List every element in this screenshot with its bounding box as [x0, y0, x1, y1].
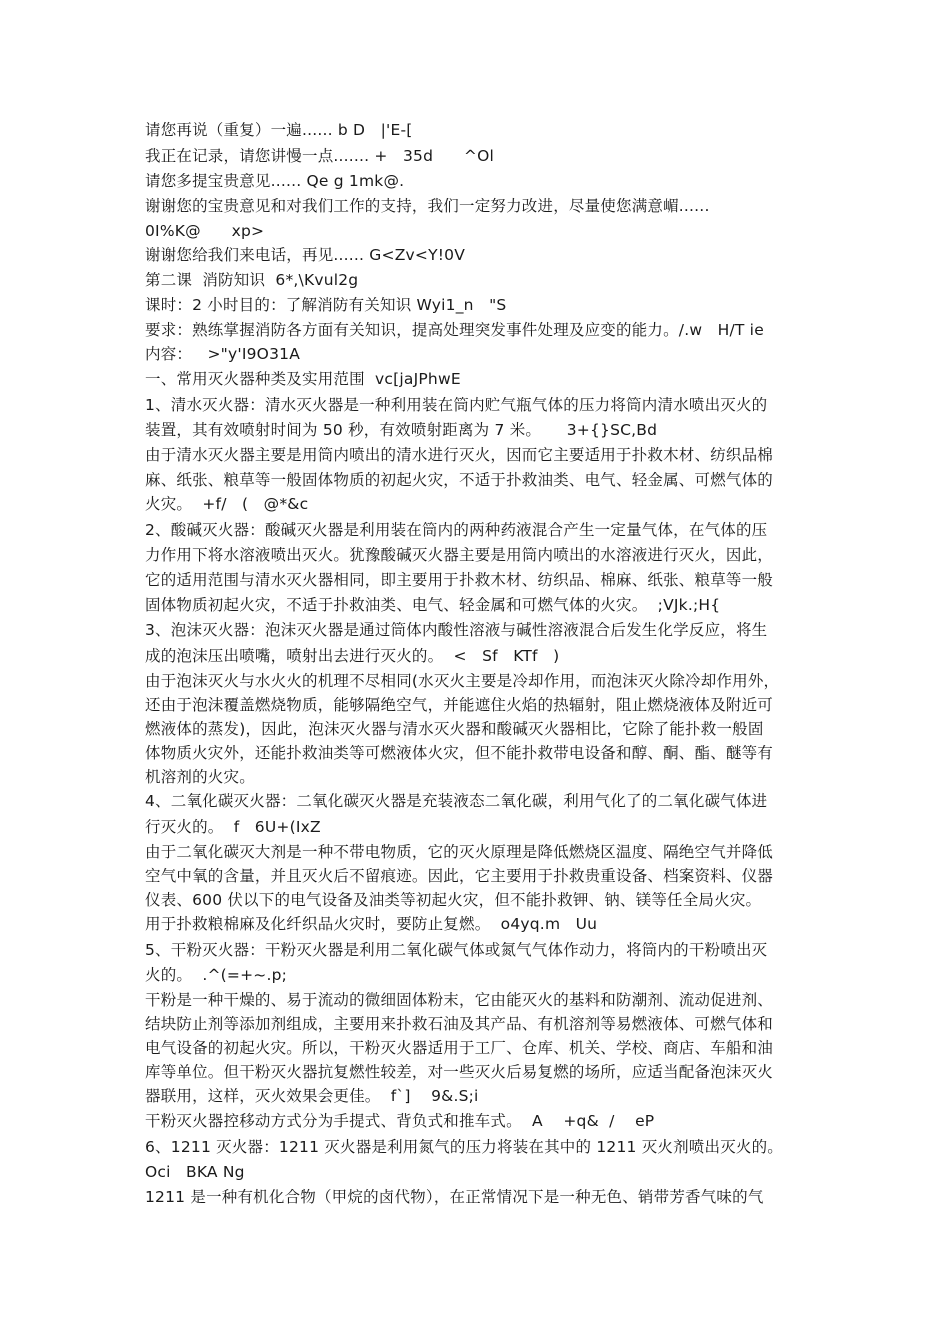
text-line: 电气设备的初起火灾。所以，干粉灭火器适用于工厂、仓库、机关、学校、商店、车船和油	[145, 1039, 774, 1057]
text-line: 谢谢您给我们来电话，再见...... G<Zv<Y!0V	[145, 246, 466, 264]
text-line: Oci BKA Ng	[145, 1163, 245, 1181]
text-line: 还由于泡沫覆盖燃烧物质，能够隔绝空气，并能遮住火焰的热辐射，阻止燃烧液体及附近可	[145, 696, 774, 714]
text-line: 机溶剂的火灾。	[145, 768, 255, 786]
text-line: 库等单位。但干粉灭火器抗复燃性较差，对一些灭火后易复燃的场所，应适当配备泡沫灭火	[145, 1063, 774, 1081]
text-line: 1211 是一种有机化合物（甲烷的卤代物），在正常情况下是一种无色、销带芳香气味的气	[145, 1188, 764, 1206]
text-line: 干粉灭火器控移动方式分为手提式、背负式和推车式。 A +q& / eP	[145, 1112, 655, 1130]
text-line: 内容： >"y'I9O31A	[145, 345, 300, 363]
text-line: 我正在记录，请您讲慢一点....... + 35d ^Ol	[145, 147, 495, 165]
text-line: 火的。 .^(=+~.p;	[145, 966, 288, 984]
text-line: 装置，其有效喷射时间为 50 秒，有效喷射距离为 7 米。 3+{}SC,Bd	[145, 421, 658, 439]
text-line: 成的泡沫压出喷嘴，喷射出去进行灭火的。 < Sf KTf )	[145, 647, 560, 665]
text-line: 要求：熟练掌握消防各方面有关知识，提高处理突发事件处理及应变的能力。/.w H/T ie	[145, 321, 764, 339]
text-line: 请您多提宝贵意见...... Qe g 1mk@.	[145, 172, 405, 190]
text-line: 行灭火的。 f 6U+(IxZ	[145, 818, 321, 836]
text-line: 6、1211 灭火器：1211 灭火器是利用氮气的压力将装在其中的 1211 灭火剂喷出灭火的。	[145, 1138, 784, 1156]
text-line: 麻、纸张、粮草等一般固体物质的初起火灾，不适于扑救油类、电气、轻金属、可燃气体的	[145, 471, 774, 489]
text-line: 器联用，这样，灭火效果会更佳。 f`] 9&.S;i	[145, 1087, 479, 1105]
text-line: 0I%K@ xp>	[145, 222, 265, 240]
text-line: 燃液体的蒸发)，因此，泡沫灭火器与清水灭火器和酸碱灭火器相比，它除了能扑救一般固	[145, 720, 764, 738]
text-line: 1、清水灭火器：清水灭火器是一种利用装在筒内贮气瓶气体的压力将筒内清水喷出灭火的	[145, 396, 768, 414]
text-line: 力作用下将水溶液喷出灭火。犹豫酸碱灭火器主要是用筒内喷出的水溶液进行灭火，因此，	[145, 546, 774, 564]
text-line: 4、二氧化碳灭火器：二氧化碳灭火器是充装液态二氧化碳，利用气化了的二氧化碳气体进	[145, 792, 768, 810]
text-line: 用于扑救粮棉麻及化纤织品火灾时，要防止复燃。 o4yq.m Uu	[145, 915, 598, 933]
text-line: 请您再说（重复）一遍...... b D |'E-[	[145, 121, 413, 139]
text-line: 它的适用范围与清水灭火器相同，即主要用于扑救木材、纺织品、棉麻、纸张、粮草等一般	[145, 571, 774, 589]
text-line: 由于清水灭火器主要是用筒内喷出的清水进行灭火，因而它主要适用于扑救木材、纺织品棉	[145, 446, 774, 464]
text-line: 2、酸碱灭火器：酸碱灭火器是利用装在筒内的两种药液混合产生一定量气体，在气体的压	[145, 521, 768, 539]
document-body	[145, 118, 810, 1210]
text-line: 体物质火灾外，还能扑救油类等可燃液体火灾，但不能扑救带电设备和醇、酮、酯、醚等有	[145, 744, 774, 762]
text-line: 由于二氧化碳灭大剂是一种不带电物质，它的灭火原理是降低燃烧区温度、隔绝空气并降低	[145, 843, 774, 861]
text-line: 火灾。 +f/ ( @*&c	[145, 495, 309, 513]
text-line: 空气中氧的含量，并且灭火后不留痕迹。因此，它主要用于扑救贵重设备、档案资料、仪器	[145, 867, 774, 885]
text-line: 固体物质初起火灾，不适于扑救油类、电气、轻金属和可燃气体的火灾。 ;VJk.;H{	[145, 596, 721, 614]
text-line: 由于泡沫灭火与水火火的机理不尽相同(水灭火主要是冷却作用，而泡沫灭火除冷却作用外，	[145, 672, 780, 690]
text-line: 课时：2 小时目的：了解消防有关知识 Wyi1_n "S	[145, 296, 507, 314]
text-line: 结块防止剂等添加剂组成，主要用来扑救石油及其产品、有机溶剂等易燃液体、可燃气体和	[145, 1015, 774, 1033]
text-line: 谢谢您的宝贵意见和对我们工作的支持，我们一定努力改进，尽量使您满意嵋......	[145, 197, 710, 215]
text-line: 3、泡沫灭火器：泡沫灭火器是通过筒体内酸性溶液与碱性溶液混合后发生化学反应，将生	[145, 621, 768, 639]
section-heading: 第二课 消防知识 6*,\Kvul2g	[145, 271, 359, 289]
text-line: 干粉是一种干燥的、易于流动的微细固体粉末，它由能灭火的基料和防潮剂、流动促进剂、	[145, 991, 774, 1009]
subsection-heading: 一、常用灭火器种类及实用范围 vc[jaJPhwE	[145, 370, 461, 388]
text-line: 仪表、600 伏以下的电气设备及油类等初起火灾，但不能扑救钾、钠、镁等任全局火灾。	[145, 891, 762, 909]
text-line: 5、干粉灭火器：干粉灭火器是利用二氧化碳气体或氮气气体作动力，将筒内的干粉喷出灭	[145, 941, 768, 959]
